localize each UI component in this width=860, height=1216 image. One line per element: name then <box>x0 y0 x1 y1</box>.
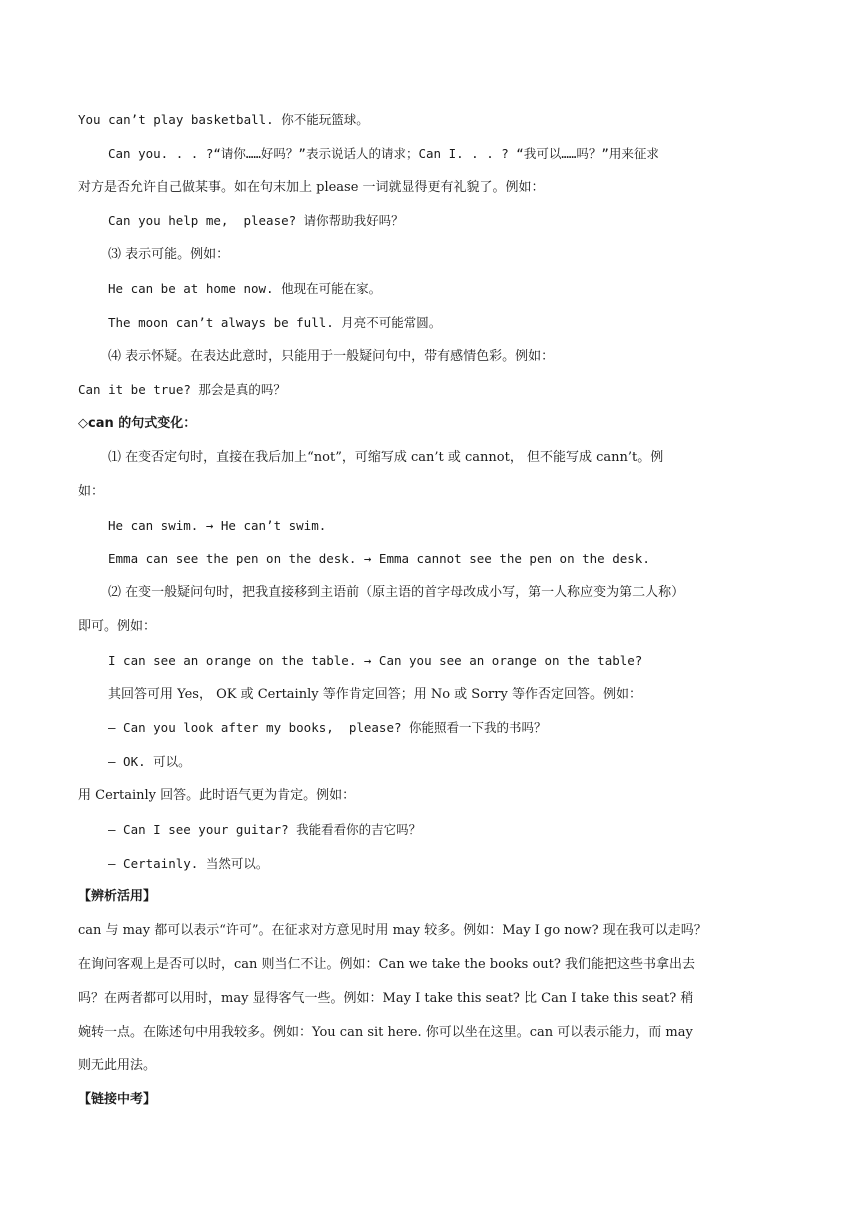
text-line-27: 吗？在两者都可以用时，may 显得客气一些。例如：May I take this seat? 比 Can I take this seat? 稍 <box>78 991 694 1006</box>
text-line-15: ⑵ 在变一般疑问句时，把我直接移到主语前（原主语的首字母改成小写，第一人称应变为第二人称） <box>108 585 685 600</box>
text-line-8: ⑷ 表示怀疑。在表达此意时，只能用于一般疑问句中，带有感情色彩。例如： <box>108 349 555 364</box>
text-line-21: 用 Certainly 回答。此时语气更为肯定。例如： <box>78 788 356 803</box>
section-heading-can-sentence-change: ◇can 的句式变化： <box>78 416 197 431</box>
text-line-13: He can swim. → He can’t swim. <box>108 518 327 533</box>
text-line-14: Emma can see the pen on the desk. → Emma cannot see the pen on the desk. <box>108 551 650 566</box>
text-line-11: ⑴ 在变否定句时，直接在我后加上“not”，可缩写成 can’t 或 cannot， 但不能写成 cann’t。例 <box>108 450 664 465</box>
text-line-3: 对方是否允许自己做某事。如在句末加上 please 一词就显得更有礼貌了。例如： <box>78 180 545 195</box>
text-line-5: ⑶ 表示可能。例如： <box>108 247 230 262</box>
text-line-20: — OK. 可以。 <box>108 754 191 769</box>
section-heading-analysis: 【辨析活用】 <box>78 889 157 904</box>
text-line-4: Can you help me, please? 请你帮助我好吗？ <box>108 213 404 228</box>
text-line-22: — Can I see your guitar? 我能看看你的吉它吗？ <box>108 822 422 837</box>
section-heading-exam-link: 【链接中考】 <box>78 1092 157 1107</box>
text-line-28: 婉转一点。在陈述句中用我较多。例如：You can sit here. 你可以坐在这里。can 可以表示能力，而 may <box>78 1025 693 1040</box>
text-line-19: — Can you look after my books, please? 你能照看一下我的书吗？ <box>108 720 547 735</box>
text-line-1: You can’t play basketball. 你不能玩篮球。 <box>78 112 369 127</box>
text-line-18: 其回答可用 Yes， OK 或 Certainly 等作肯定回答；用 No 或 Sorry 等作否定回答。例如： <box>108 687 642 702</box>
text-line-7: The moon can’t always be full. 月亮不可能常圆。 <box>108 315 442 330</box>
text-line-29: 则无此用法。 <box>78 1058 157 1073</box>
text-line-9: Can it be true? 那会是真的吗？ <box>78 382 286 397</box>
text-line-17: I can see an orange on the table. → Can you see an orange on the table? <box>108 653 643 668</box>
text-line-23: — Certainly. 当然可以。 <box>108 856 269 871</box>
text-line-12: 如： <box>78 484 105 499</box>
text-line-26: 在询问客观上是否可以时，can 则当仁不让。例如：Can we take the books out? 我们能把这些书拿出去 <box>78 957 695 972</box>
text-line-16: 即可。例如： <box>78 619 157 634</box>
text-line-2: Can you. . . ?“请你……好吗？”表示说话人的请求；Can I. . . ? “我可以……吗？”用来征求 <box>108 146 659 161</box>
text-line-25: can 与 may 都可以表示“许可”。在征求对方意见时用 may 较多。例如：May I go now? 现在我可以走吗？ <box>78 923 707 938</box>
text-line-6: He can be at home now. 他现在可能在家。 <box>108 281 382 296</box>
